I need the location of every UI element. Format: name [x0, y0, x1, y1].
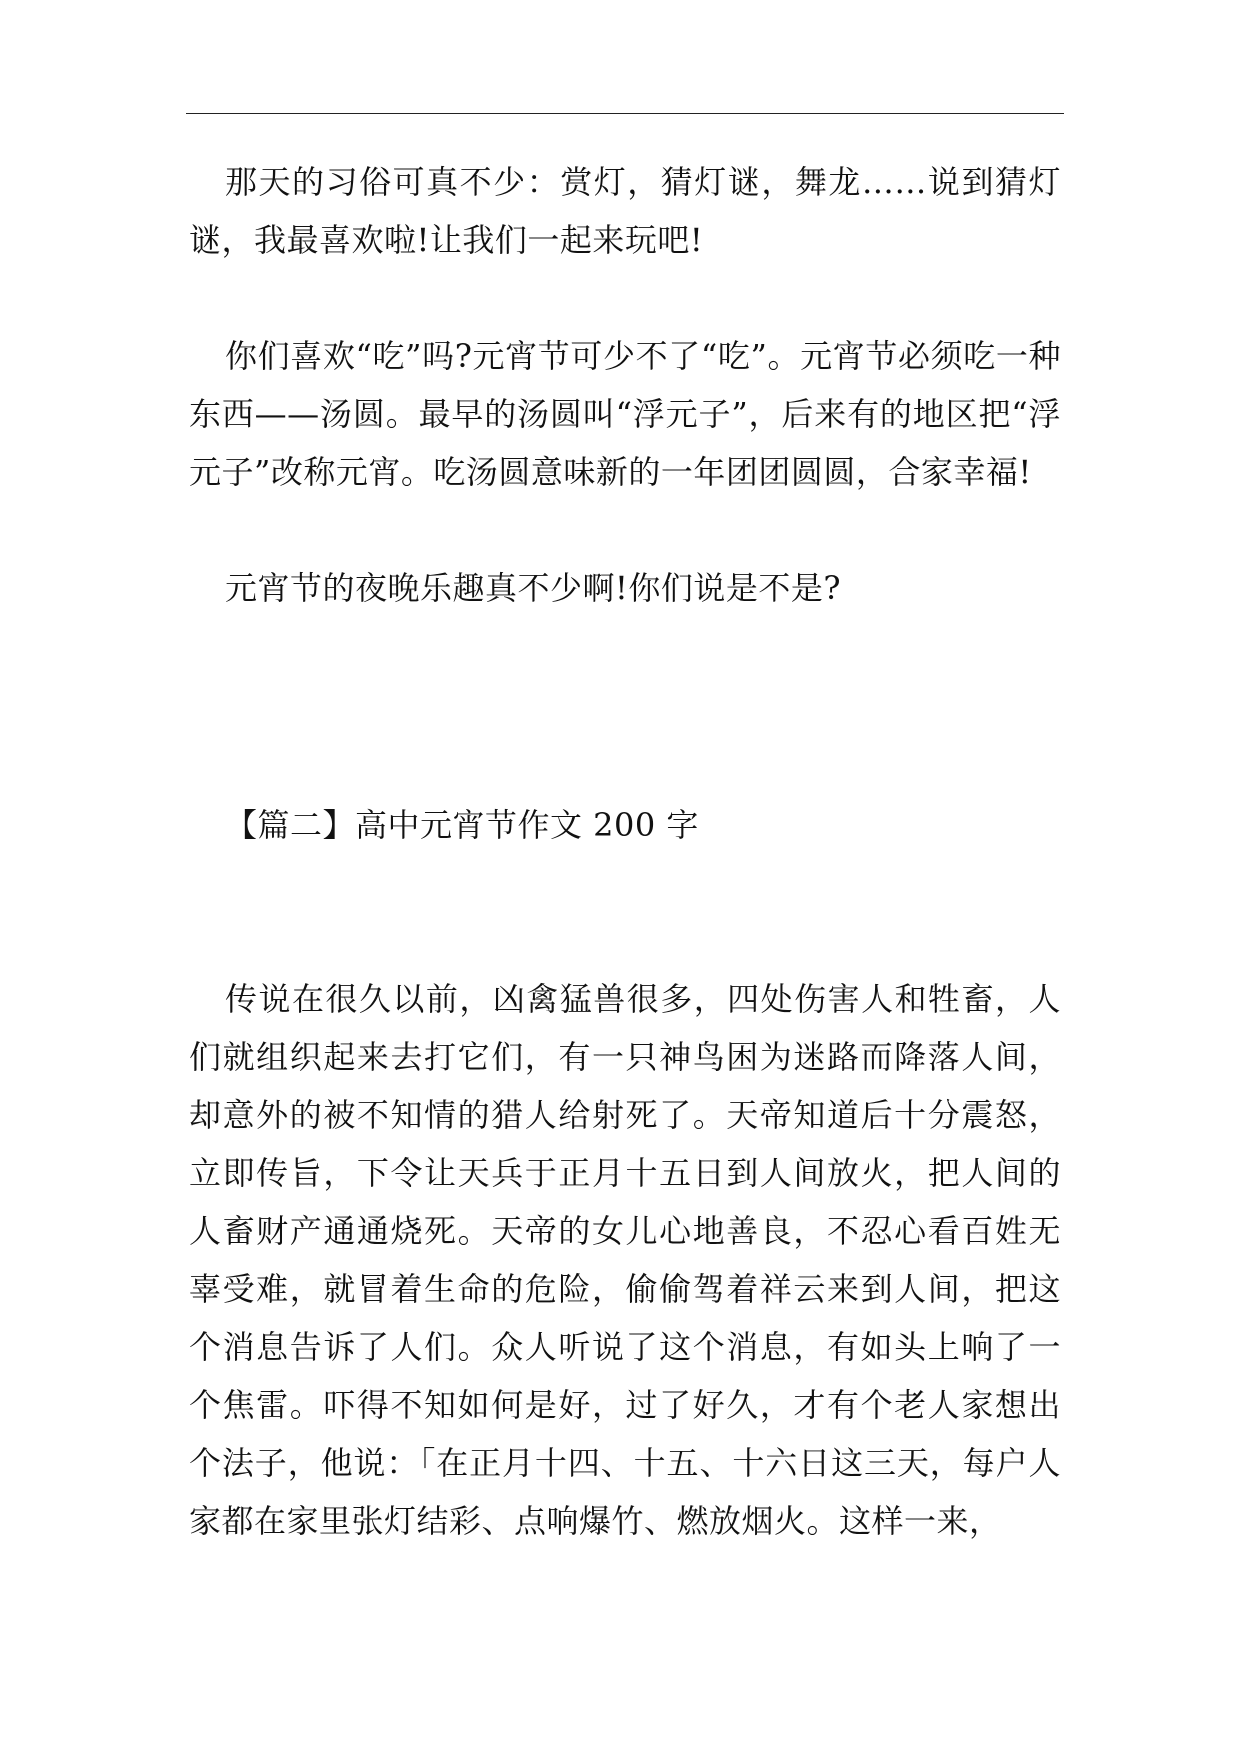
section-heading: 【篇二】高中元宵节作文 200 字	[225, 806, 699, 844]
paragraph-customs: 那天的习俗可真不少：赏灯，猜灯谜，舞龙……说到猜灯谜，我最喜欢啦!让我们一起来玩吧!	[189, 163, 1061, 259]
header-rule	[186, 113, 1064, 114]
paragraph-night-fun: 元宵节的夜晚乐趣真不少啊!你们说是不是?	[225, 569, 842, 607]
paragraph-tangyuan: 你们喜欢“吃”吗?元宵节可少不了“吃”。元宵节必须吃一种东西——汤圆。最早的汤圆叫“浮元子”，后来有的地区把“浮元子”改称元宵。吃汤圆意味新的一年团团圆圆，合家幸福!	[189, 337, 1061, 491]
body-text-bottom	[189, 970, 1061, 1550]
paragraph-legend: 传说在很久以前，凶禽猛兽很多，四处伤害人和牲畜，人们就组织起来去打它们，有一只神鸟困为迷路而降落人间，却意外的被不知情的猎人给射死了。天帝知道后十分震怒，立即传旨，下令让天兵于正月十五日到人间放火，把人间的人畜财产通通烧死。天帝的女儿心地善良，不忍心看百姓无辜受难，就冒着生命的危险，偷偷驾着祥云来到人间，把这个消息告诉了人们。众人听说了这个消息，有如头上响了一个焦雷。吓得不知如何是好，过了好久，才有个老人家想出个法子，他说：「在正月十四、十五、十六日这三天，每户人家都在家里张灯结彩、点响爆竹、燃放烟火。这样一来，	[189, 980, 1061, 1540]
body-text-top	[189, 153, 1061, 617]
